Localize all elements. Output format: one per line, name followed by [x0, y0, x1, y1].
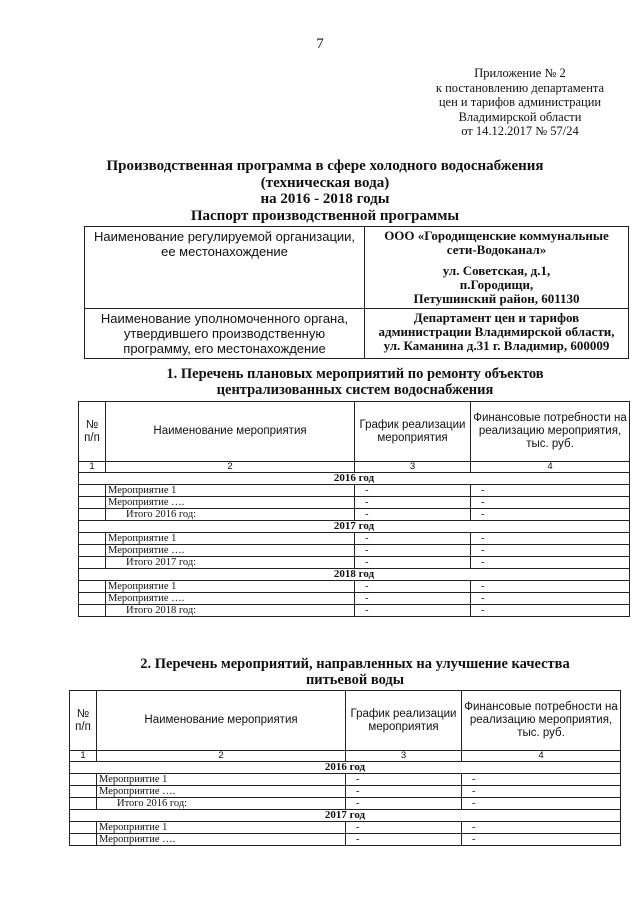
schedule-cell: -	[355, 545, 471, 557]
table-row	[79, 545, 630, 557]
col-finance-header: Финансовые потребности на реализацию мероприятия, тыс. руб.	[471, 402, 630, 462]
year-label: 2016 год	[79, 473, 630, 485]
total-label: Итого 2018 год:	[106, 605, 355, 617]
finance-cell: -	[471, 557, 630, 569]
column-number: 4	[462, 751, 621, 762]
section-heading-line: 2. Перечень мероприятий, направленных на улучшение качества	[140, 656, 570, 672]
finance-cell: -	[471, 605, 630, 617]
schedule-cell: -	[355, 593, 471, 605]
schedule-cell: -	[355, 557, 471, 569]
year-row	[79, 569, 630, 581]
measure-name: Мероприятие ….	[97, 834, 346, 846]
col-schedule-header: График реализации мероприятия	[346, 691, 462, 751]
schedule-cell: -	[346, 786, 462, 798]
schedule-cell: -	[355, 509, 471, 521]
org-label: Наименование регулируемой организации, ее местонахождение	[85, 227, 365, 309]
col-schedule-header: График реализации мероприятия	[355, 402, 471, 462]
schedule-cell: -	[355, 605, 471, 617]
page-number: 7	[316, 36, 324, 52]
finance-cell: -	[462, 774, 621, 786]
table-row	[70, 834, 621, 846]
section-1-heading	[60, 366, 640, 398]
total-label: Итого 2016 год:	[106, 509, 355, 521]
appendix-line: Владимирской области	[458, 109, 582, 124]
appendix-header	[405, 66, 635, 139]
passport-title: Паспорт производственной программы	[190, 207, 460, 224]
section-2-heading	[60, 656, 640, 688]
title-line: Производственная программа в сфере холодного водоснабжения	[106, 158, 544, 174]
org-value	[365, 227, 629, 309]
title-line: (техническая вода)	[260, 174, 390, 191]
table-header	[79, 402, 630, 462]
finance-cell: -	[462, 834, 621, 846]
passport-row	[85, 227, 629, 309]
year-label: 2017 год	[79, 521, 630, 533]
finance-cell: -	[471, 497, 630, 509]
appendix-line: от 14.12.2017 № 57/24	[461, 124, 579, 138]
year-label: 2016 год	[70, 762, 621, 774]
col-number-header: № п/п	[79, 402, 106, 462]
measure-name: Мероприятие 1	[97, 774, 346, 786]
year-row	[70, 810, 621, 822]
schedule-cell: -	[355, 497, 471, 509]
section-heading-line: питьевой воды	[305, 672, 405, 688]
year-label: 2018 год	[79, 569, 630, 581]
org-address: ул. Советская, д.1,	[442, 263, 551, 278]
schedule-cell: -	[346, 834, 462, 846]
finance-cell: -	[471, 545, 630, 557]
passport-table	[84, 226, 629, 359]
total-label: Итого 2016 год:	[97, 798, 346, 810]
measure-name: Мероприятие 1	[97, 822, 346, 834]
document-title	[100, 158, 550, 224]
measure-name: Мероприятие ….	[106, 593, 355, 605]
passport-row	[85, 309, 629, 359]
finance-cell: -	[471, 581, 630, 593]
finance-cell: -	[462, 798, 621, 810]
column-number: 4	[471, 462, 630, 473]
column-number: 2	[97, 751, 346, 762]
col-finance-header: Финансовые потребности на реализацию мероприятия, тыс. руб.	[462, 691, 621, 751]
measure-name: Мероприятие ….	[106, 545, 355, 557]
appendix-line: к постановлению департамента	[435, 80, 605, 95]
section-heading-line: 1. Перечень плановых мероприятий по ремонту объектов	[166, 366, 544, 382]
year-row	[79, 473, 630, 485]
table-row	[79, 485, 630, 497]
measure-name: Мероприятие 1	[106, 533, 355, 545]
column-number: 1	[70, 751, 97, 762]
table-row	[70, 786, 621, 798]
measure-name: Мероприятие 1	[106, 581, 355, 593]
column-number: 3	[346, 751, 462, 762]
total-row	[79, 509, 630, 521]
schedule-cell: -	[355, 581, 471, 593]
table-header	[70, 691, 621, 751]
table-row	[79, 593, 630, 605]
finance-cell: -	[471, 485, 630, 497]
year-label: 2017 год	[70, 810, 621, 822]
title-line: на 2016 - 2018 годы	[260, 191, 390, 207]
column-number: 1	[79, 462, 106, 473]
table-row	[70, 822, 621, 834]
measure-name: Мероприятие 1	[106, 485, 355, 497]
year-row	[79, 521, 630, 533]
water-quality-table	[69, 690, 621, 846]
measure-name: Мероприятие ….	[106, 497, 355, 509]
schedule-cell: -	[355, 485, 471, 497]
column-numbers-row	[79, 462, 630, 473]
total-row	[79, 557, 630, 569]
column-number: 3	[355, 462, 471, 473]
finance-cell: -	[471, 509, 630, 521]
total-row	[70, 798, 621, 810]
section-heading-line: централизованных систем водоснабжения	[216, 382, 494, 398]
appendix-line: цен и тарифов администрации	[438, 95, 602, 109]
org-address: Петушинский район, 601130	[413, 291, 580, 306]
column-numbers-row	[70, 751, 621, 762]
finance-cell: -	[471, 593, 630, 605]
schedule-cell: -	[346, 774, 462, 786]
table-row	[79, 581, 630, 593]
total-label: Итого 2017 год:	[106, 557, 355, 569]
col-name-header: Наименование мероприятия	[106, 402, 355, 462]
appendix-line: Приложение № 2	[474, 66, 566, 80]
finance-cell: -	[471, 533, 630, 545]
schedule-cell: -	[346, 798, 462, 810]
column-number: 2	[106, 462, 355, 473]
schedule-cell: -	[355, 533, 471, 545]
repair-measures-table	[78, 401, 630, 617]
org-name: ООО «Городищенские коммунальные сети-Водоканал»	[384, 228, 609, 257]
org-address: п.Городищи,	[459, 277, 534, 292]
year-row	[70, 762, 621, 774]
authority-label: Наименование уполномоченного органа, утвердившего производственную программу, его местонахождение	[85, 309, 365, 359]
finance-cell: -	[462, 822, 621, 834]
schedule-cell: -	[346, 822, 462, 834]
col-name-header: Наименование мероприятия	[97, 691, 346, 751]
table-row	[70, 774, 621, 786]
col-number-header: № п/п	[70, 691, 97, 751]
table-row	[79, 533, 630, 545]
total-row	[79, 605, 630, 617]
measure-name: Мероприятие ….	[97, 786, 346, 798]
finance-cell: -	[462, 786, 621, 798]
table-row	[79, 497, 630, 509]
authority-value: Департамент цен и тарифов администрации Владимирской области, ул. Каманина д.31 г. Владимир, 600009	[365, 309, 629, 359]
